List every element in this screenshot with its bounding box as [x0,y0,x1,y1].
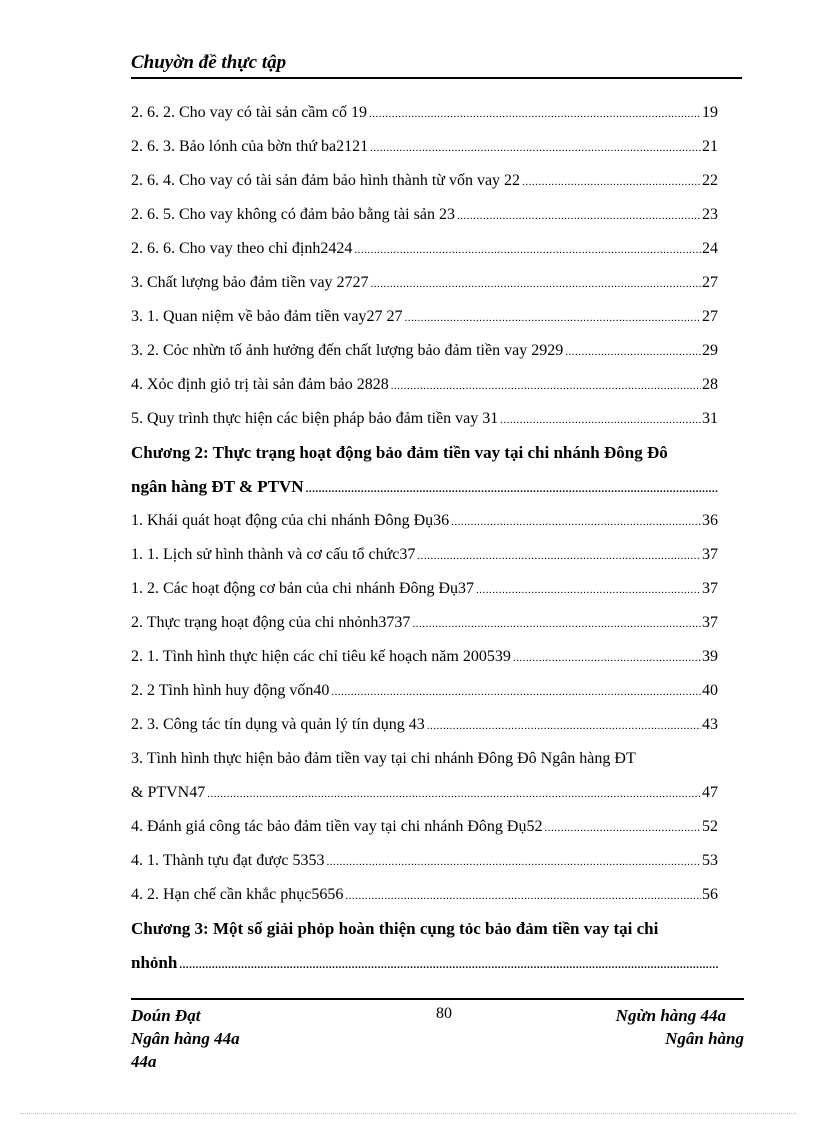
header-title: Chuyờn đề thực tập [131,52,287,73]
toc-entry-page: 37 [702,546,718,563]
toc-entry-title: 4. Đánh giá công tác bảo đảm tiền vay tại chi nhánh Đông Đụ52 [131,818,543,835]
toc-entry-page: 40 [702,682,718,699]
toc-entry-title: 2. Thực trạng hoạt động của chi nhỏnh3737 [131,614,411,631]
toc-entry-page: 37 [702,614,718,631]
toc-entry[interactable] [131,674,718,708]
toc-dot-leader [565,335,701,369]
toc-entry[interactable] [131,606,718,640]
toc-entry[interactable] [131,572,718,606]
toc-entry-page: 27 [702,274,718,291]
page-edge-dotted-line [20,1113,796,1114]
chapter-heading[interactable] [131,946,718,980]
toc-entry-title: 2. 6. 3. Bảo lónh của bờn thứ ba2121 [131,138,369,155]
toc-dot-leader [370,131,701,165]
toc-entry[interactable] [131,708,718,742]
toc-dot-leader [179,948,718,982]
toc-entry[interactable] [131,810,718,844]
toc-entry-page: 47 [702,784,718,801]
toc-entry-title: 2. 6. 2. Cho vay có tài sản cầm cố 19 [131,104,367,121]
toc-dot-leader [500,403,701,437]
table-of-contents [131,96,718,980]
toc-dot-leader [513,641,701,675]
toc-entry[interactable] [131,878,718,912]
toc-entry-title: 3. 2. Cỏc nhừn tố ảnh hưởng đến chất lượng bảo đảm tiền vay 2929 [131,342,564,359]
toc-entry-title: 3. 1. Quan niệm về bảo đảm tiền vay27 27 [131,308,403,325]
toc-entry-page: 37 [702,580,718,597]
page-footer [131,998,744,1071]
toc-entry-title: 1. 2. Các hoạt động cơ bản của chi nhánh Đông Đụ37 [131,580,475,597]
chapter-heading[interactable] [131,470,718,504]
toc-entry-page: 21 [702,138,718,155]
toc-entry[interactable] [131,164,718,198]
toc-dot-leader [544,811,701,845]
toc-entry-title: 2. 2 Tình hình huy động vốn40 [131,682,330,699]
toc-entry-wrapped[interactable] [131,776,718,810]
chapter-heading[interactable] [131,436,718,470]
toc-entry-title: 3. Chất lượng bảo đảm tiền vay 2727 [131,274,369,291]
header-rule [131,77,742,79]
toc-entry[interactable] [131,640,718,674]
toc-entry-title: 2. 6. 4. Cho vay có tài sản đảm bảo hình thành từ vốn vay 22 [131,172,521,189]
footer-class: Ngân hàng 44a [131,1029,240,1048]
page-number: 80 [436,1005,452,1022]
toc-entry-page: 23 [702,206,718,223]
toc-dot-leader [345,879,701,913]
toc-entry-title-line1: 3. Tình hình thực hiện bảo đảm tiền vay tại chi nhánh Đông Đô Ngân hàng ĐT [131,750,636,767]
toc-entry-page: 19 [702,104,718,121]
toc-dot-leader [476,573,701,607]
toc-dot-leader [306,472,718,506]
toc-entry-page: 31 [702,410,718,427]
toc-dot-leader [391,369,701,403]
toc-dot-leader [451,505,701,539]
toc-entry[interactable] [131,538,718,572]
toc-dot-leader [457,199,701,233]
toc-entry[interactable] [131,844,718,878]
toc-entry-page: 36 [702,512,718,529]
toc-entry-page: 27 [702,308,718,325]
toc-entry[interactable] [131,198,718,232]
toc-entry-title: 4. 1. Thành tựu đạt được 5353 [131,852,325,869]
toc-entry-page: 43 [702,716,718,733]
toc-entry-title: 4. 2. Hạn chế cần khắc phục5656 [131,886,344,903]
toc-entry-page: 29 [702,342,718,359]
chapter-heading-line1: Chương 2: Thực trạng hoạt động bảo đảm tiền vay tại chi nhánh Đông Đô [131,443,668,462]
toc-entry-title: 4. Xỏc định giỏ trị tài sản đảm bảo 2828 [131,376,389,393]
toc-dot-leader [405,301,702,335]
toc-entry-wrapped[interactable] [131,742,718,776]
toc-entry-title-line2: & PTVN47 [131,784,206,801]
toc-entry-page: 39 [702,648,718,665]
toc-dot-leader [354,233,701,267]
toc-entry[interactable] [131,232,718,266]
toc-dot-leader [207,777,701,811]
toc-entry-page: 24 [702,240,718,257]
toc-dot-leader [371,267,701,301]
footer-right-class: Ngừn hàng 44a [615,1006,726,1025]
toc-entry[interactable] [131,130,718,164]
toc-entry-title: 1. 1. Lịch sử hình thành và cơ cấu tổ chức37 [131,546,416,563]
footer-right-label: Ngân hàng [665,1029,744,1048]
toc-entry-page: 53 [702,852,718,869]
toc-entry[interactable] [131,402,718,436]
toc-entry-title: 2. 1. Tình hình thực hiện các chỉ tiêu kế hoạch năm 200539 [131,648,511,665]
chapter-heading-line2: nhỏnh [131,953,178,972]
chapter-heading-line2: ngân hàng ĐT & PTVN [131,477,304,496]
toc-entry[interactable] [131,96,718,130]
footer-rule [131,998,744,1000]
toc-dot-leader [369,97,701,131]
toc-entry[interactable] [131,368,718,402]
toc-dot-leader [522,165,701,199]
toc-entry-page: 22 [702,172,718,189]
toc-entry[interactable] [131,300,718,334]
toc-entry-page: 28 [702,376,718,393]
chapter-heading-line1: Chương 3: Một số giải phỏp hoàn thiện cụng tỏc bảo đảm tiền vay tại chi [131,919,659,938]
toc-dot-leader [326,845,701,879]
toc-dot-leader [427,709,701,743]
toc-dot-leader [331,675,701,709]
chapter-heading[interactable] [131,912,718,946]
toc-dot-leader [417,539,701,573]
footer-author: Doún Đạt [131,1006,201,1025]
toc-entry-title: 1. Khái quát hoạt động của chi nhánh Đông Đụ36 [131,512,450,529]
toc-entry-title: 2. 3. Công tác tín dụng và quản lý tín dụng 43 [131,716,425,733]
toc-entry[interactable] [131,334,718,368]
toc-entry[interactable] [131,504,718,538]
toc-dot-leader [412,607,701,641]
toc-entry-page: 52 [702,818,718,835]
toc-entry-page: 56 [702,886,718,903]
toc-entry[interactable] [131,266,718,300]
page-header [131,52,742,79]
footer-class-code: 44a [131,1052,157,1071]
toc-entry-title: 2. 6. 6. Cho vay theo chỉ định2424 [131,240,353,257]
toc-entry-title: 5. Quy trình thực hiện các biện pháp bảo đảm tiền vay 31 [131,410,499,427]
toc-entry-title: 2. 6. 5. Cho vay không có đảm bảo bằng tài sản 23 [131,206,455,223]
